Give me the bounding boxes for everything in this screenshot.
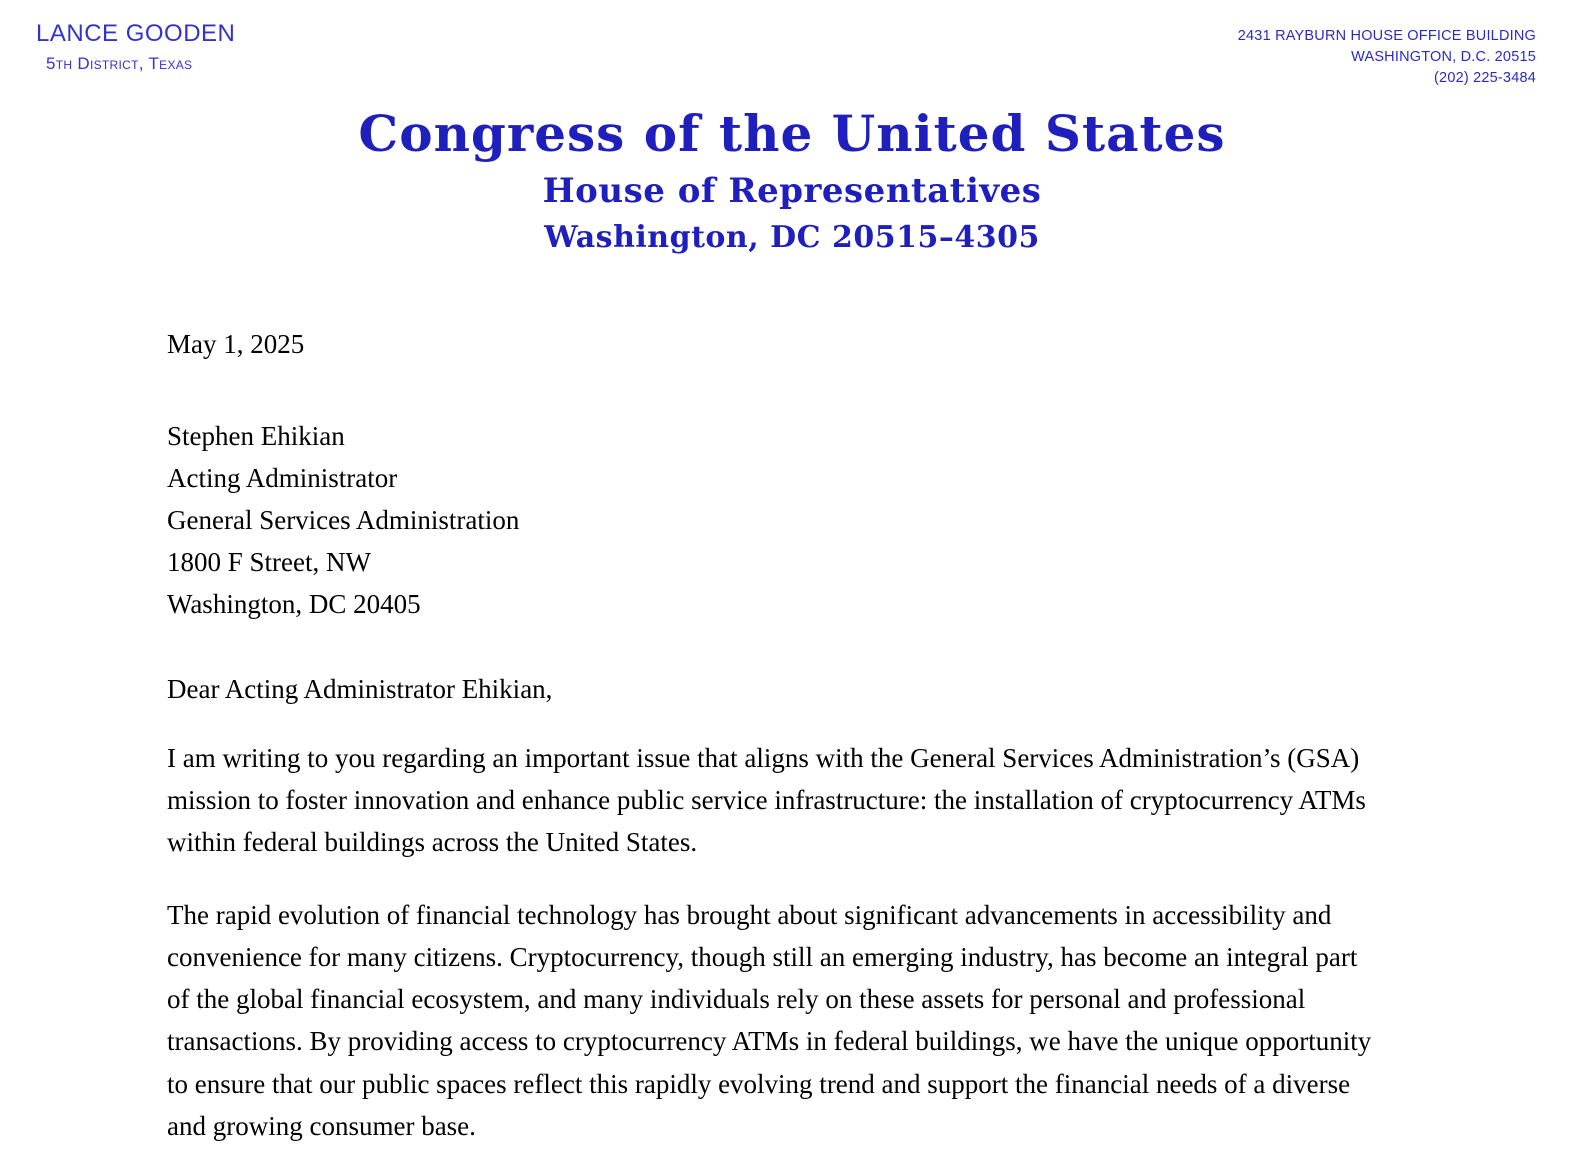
office-phone-number: (202) 225-3484 [1434, 70, 1536, 87]
recipient-street: 1800 F Street, NW [167, 546, 371, 577]
recipient-name: Stephen Ehikian [167, 420, 345, 451]
letter-body [167, 328, 1385, 1174]
recipient-agency: General Services Administration [167, 504, 520, 535]
office-address-line-1: 2431 RAYBURN HOUSE OFFICE BUILDING [1237, 28, 1536, 44]
masthead-location-line: Washington, DC 20515–4305 [544, 219, 1040, 255]
recipient-address-block [167, 416, 1385, 626]
recipient-city-state-zip: Washington, DC 20405 [167, 588, 421, 619]
letter-salutation: Dear Acting Administrator Ehikian, [167, 673, 553, 704]
letter-paragraph-1: I am writing to you regarding an important issue that aligns with the General Services Administration’s (GSA) mission to foster innovation and enhance public service infrastructure: the installation of cryptocurrency ATMs within federal buildings across the United States. [167, 742, 1366, 858]
letterhead-office-address [1238, 26, 1536, 89]
masthead-congress-line: Congress of the United States [358, 104, 1226, 163]
recipient-title: Acting Administrator [167, 462, 398, 493]
masthead-house-line: House of Representatives [542, 170, 1042, 211]
letter-date: May 1, 2025 [167, 329, 305, 359]
member-district: 5th District, Texas [46, 54, 193, 73]
member-name: LANCE GOODEN [36, 20, 236, 47]
letter-paragraph-2: The rapid evolution of financial technology has brought about significant advancements in accessibility and convenience for many citizens. Cryptocurrency, though still an emerging industry, has become an integral part of the global financial ecosystem, and many individuals rely on these assets for personal and professional transactions. By providing access to cryptocurrency ATMs in federal buildings, we have the unique opportunity to ensure that our public spaces reflect this rapidly evolving trend and support the financial needs of a diverse and growing consumer base. [167, 899, 1372, 1141]
masthead [0, 104, 1584, 255]
letterhead-member-block [36, 22, 235, 72]
office-address-line-2: WASHINGTON, D.C. 20515 [1351, 49, 1536, 66]
